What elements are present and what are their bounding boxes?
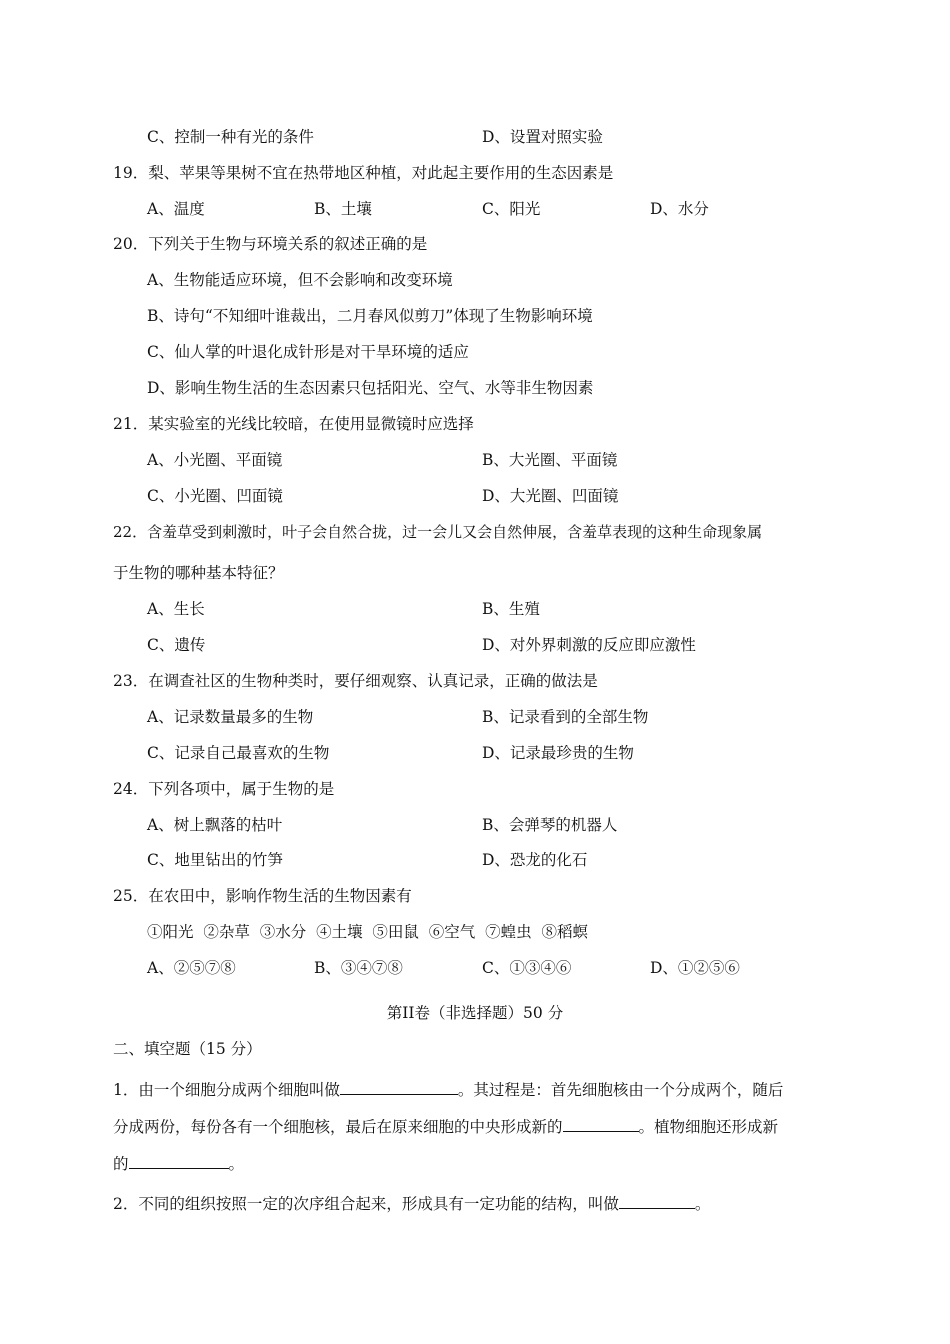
section-title: 第II卷（非选择题）50 分: [386, 1004, 564, 1022]
section-heading: 二、填空题（15 分）: [113, 1040, 262, 1058]
q19-option-d: D、水分: [650, 200, 709, 218]
fill1-text-b: 。其过程是：首先细胞核由一个分成两个，随后: [457, 1081, 784, 1099]
q25-option-a: A、②⑤⑦⑧: [147, 959, 236, 977]
fill2-blank-1[interactable]: [619, 1194, 695, 1209]
fill1-line2: [113, 1117, 778, 1137]
q22-option-b: B、生殖: [482, 600, 540, 618]
q18-option-d: D、设置对照实验: [482, 128, 603, 146]
fill1-text-a: 1．由一个细胞分成两个细胞叫做: [113, 1081, 340, 1099]
fill1-text-c: 分成两份，每份各有一个细胞核，最后在原来细胞的中央形成新的: [113, 1118, 563, 1136]
q21-option-c: C、小光圈、凹面镜: [147, 487, 283, 505]
q23-stem: 23．在调查社区的生物种类时，要仔细观察、认真记录，正确的做法是: [113, 672, 598, 690]
q19-option-c: C、阳光: [482, 200, 541, 218]
q21-stem: 21．某实验室的光线比较暗，在使用显微镜时应选择: [113, 415, 474, 433]
q19-stem: 19．梨、苹果等果树不宜在热带地区种植，对此起主要作用的生态因素是: [113, 164, 614, 182]
q20-stem: 20．下列关于生物与环境关系的叙述正确的是: [113, 235, 428, 253]
q18-option-c: C、控制一种有光的条件: [147, 128, 314, 146]
q23-option-b: B、记录看到的全部生物: [482, 708, 649, 726]
q24-option-a: A、树上飘落的枯叶: [147, 816, 283, 834]
q22-stem-line1: 22．含羞草受到刺激时，叶子会自然合拢，过一会儿又会自然伸展，含羞草表现的这种生命现象属: [113, 523, 763, 541]
q25-factor-list: ①阳光 ②杂草 ③水分 ④土壤 ⑤田鼠 ⑥空气 ⑦蝗虫 ⑧稻螟: [147, 923, 588, 941]
fill2-text-b: 。: [694, 1195, 711, 1213]
fill1-blank-3[interactable]: [129, 1154, 229, 1169]
q22-option-c: C、遗传: [147, 636, 206, 654]
fill1-text-f: 。: [228, 1155, 245, 1173]
q19-option-b: B、土壤: [314, 200, 372, 218]
fill1-line1: [113, 1080, 783, 1100]
q24-option-d: D、恐龙的化石: [482, 851, 588, 869]
q23-option-c: C、记录自己最喜欢的生物: [147, 744, 330, 762]
q21-option-d: D、大光圈、凹面镜: [482, 487, 619, 505]
fill1-blank-1[interactable]: [340, 1080, 458, 1095]
fill1-text-d: 。植物细胞还形成新: [638, 1118, 779, 1136]
q22-stem-line2: 于生物的哪种基本特征？: [113, 564, 284, 582]
q20-option-a: A、生物能适应环境，但不会影响和改变环境: [147, 271, 453, 289]
q24-stem: 24．下列各项中，属于生物的是: [113, 780, 335, 798]
fill2-line1: [113, 1194, 710, 1214]
q21-option-b: B、大光圈、平面镜: [482, 451, 618, 469]
q20-option-b: B、诗句“不知细叶谁裁出，二月春风似剪刀”体现了生物影响环境: [147, 307, 593, 325]
q23-option-d: D、记录最珍贵的生物: [482, 744, 634, 762]
q25-option-d: D、①②⑤⑥: [650, 959, 740, 977]
fill2-text-a: 2．不同的组织按照一定的次序组合起来，形成具有一定功能的结构，叫做: [113, 1195, 619, 1213]
fill1-blank-2[interactable]: [563, 1117, 639, 1132]
q20-option-c: C、仙人掌的叶退化成针形是对干旱环境的适应: [147, 343, 469, 361]
q25-option-c: C、①③④⑥: [482, 959, 572, 977]
q20-option-d: D、影响生物生活的生态因素只包括阳光、空气、水等非生物因素: [147, 379, 594, 397]
q21-option-a: A、小光圈、平面镜: [147, 451, 283, 469]
fill1-text-e: 的: [113, 1155, 129, 1173]
q19-option-a: A、温度: [147, 200, 205, 218]
q23-option-a: A、记录数量最多的生物: [147, 708, 314, 726]
q22-option-a: A、生长: [147, 600, 205, 618]
fill1-line3: [113, 1154, 244, 1174]
q24-option-b: B、会弹琴的机器人: [482, 816, 618, 834]
q24-option-c: C、地里钻出的竹笋: [147, 851, 283, 869]
q22-option-d: D、对外界刺激的反应即应激性: [482, 636, 696, 654]
q25-stem: 25．在农田中，影响作物生活的生物因素有: [113, 887, 412, 905]
q25-option-b: B、③④⑦⑧: [314, 959, 403, 977]
